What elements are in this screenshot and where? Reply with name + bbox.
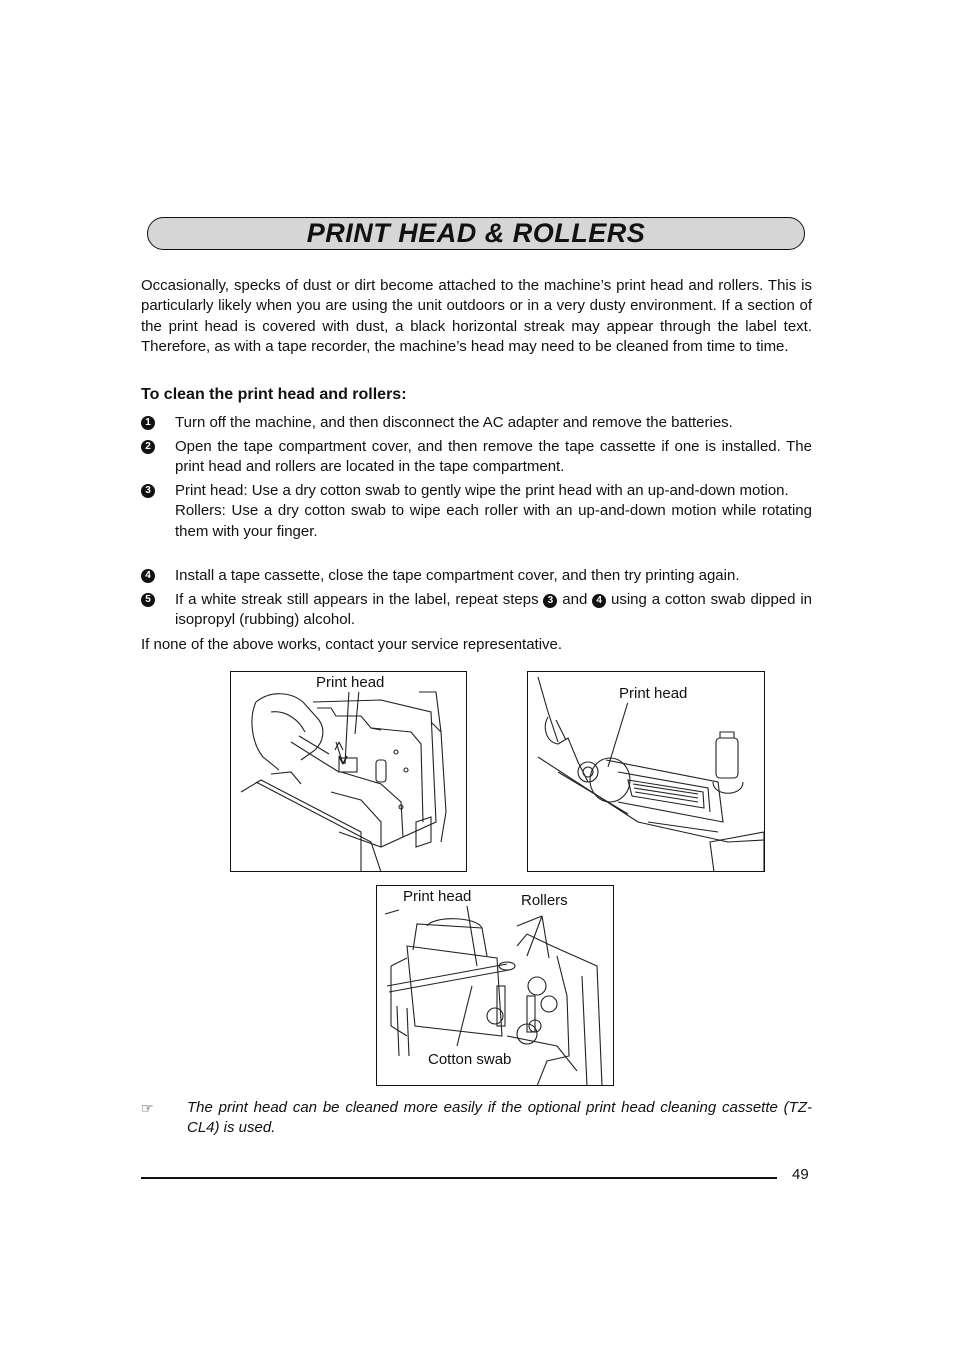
intro-paragraph: Occasionally, specks of dust or dirt become attached to the machine’s print head and rollers. This is particularly likely when you are using the unit outdoors or in a very dusty environment. If a section of the print head is covered with dust, a black horizontal streak may appear through the label text. Therefore, as with a tape recorder, the machine’s head may need to be cleaned from time to time. [141,277,812,355]
step-5-text-mid: and [562,591,588,608]
figure-3-cotton-swab-label: Cotton swab [428,1051,512,1068]
step-text [175,590,812,631]
tip-note [141,1098,812,1139]
step-4 [141,566,812,586]
figure-rollers-swab [376,885,614,1086]
step-text: Turn off the machine, and then disconnect the AC adapter and remove the batteries. [175,414,733,431]
step-text: Open the tape compartment cover, and then remove the tape cassette if one is installed. The print head and rollers are located in the tape compartment. [175,438,812,476]
step-number: 1 [141,416,155,430]
step-3-print-head-text: Print head: Use a dry cotton swab to gently wipe the print head with an up-and-down motion. [175,482,789,499]
closing-text: If none of the above works, contact your service representative. [141,636,563,653]
step-2 [141,437,812,478]
page-title: PRINT HEAD & ROLLERS [306,218,646,248]
figure-1-print-head-label: Print head [316,674,385,691]
procedure-heading: To clean the print head and rollers: [141,386,407,403]
figure-print-head-closeup [527,671,765,872]
step-number: 5 [141,593,155,607]
step-5-text-before: If a white streak still appears in the label, repeat steps [175,591,539,608]
page-number: 49 [792,1166,809,1183]
step-number: 3 [141,484,155,498]
footer-rule [141,1177,777,1179]
figure-3-print-head-label: Print head [403,888,472,905]
step-5 [141,590,812,631]
step-ref-3: 3 [543,594,557,608]
title-banner [147,217,805,250]
pointing-hand-icon: ☞ [141,1100,154,1116]
step-text: Install a tape cassette, close the tape compartment cover, and then try printing again. [175,567,740,584]
step-number: 2 [141,440,155,454]
step-number: 4 [141,569,155,583]
step-ref-4: 4 [592,594,606,608]
step-1 [141,413,812,433]
figure-2-print-head-label: Print head [619,685,688,702]
figure-print-head-swab [230,671,467,872]
tip-text: The print head can be cleaned more easily if the optional print head cleaning cassette (TZ-CL4) is used. [187,1099,812,1137]
figure-1-illustration [231,672,467,872]
step-text [175,481,812,542]
step-3 [141,481,812,542]
figure-3-rollers-label: Rollers [521,892,568,909]
step-3-rollers-text: Rollers: Use a dry cotton swab to wipe each roller with an up-and-down motion while rotating them with your finger. [175,502,812,540]
step-5-text-after: using a cotton swab dipped in isopropyl (rubbing) alcohol. [175,591,813,629]
